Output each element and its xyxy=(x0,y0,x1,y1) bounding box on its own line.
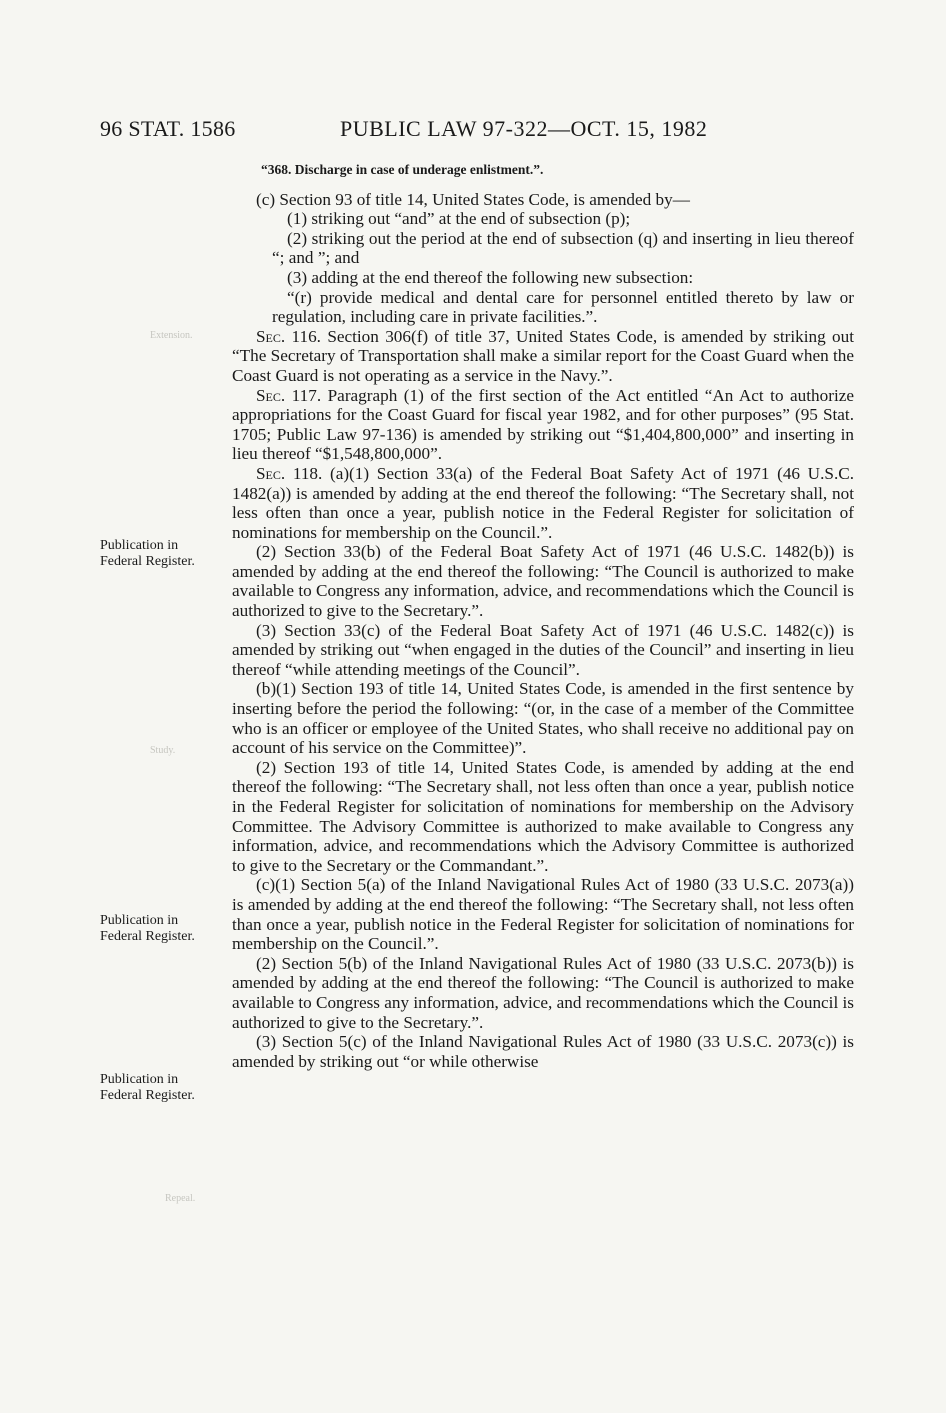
law-body-text xyxy=(232,160,854,1071)
bleed-through-text: Extension. xyxy=(150,330,193,341)
paragraph: (2) Section 193 of title 14, United States Code, is amended by adding at the end thereof the following: “The Secretary shall, not less often than once a year, publish notice in the Federal Register for solicitation of nominations for membership on the Advisory Committee. The Advisory Committee is authorized to make available to Congress any information, advice, and recommendations which the Advisory Committee is authorized to give to the Secretary or the Commandant.”. xyxy=(232,757,854,875)
page-header xyxy=(100,116,860,146)
bleed-through-text: Study. xyxy=(150,745,176,756)
paragraph: (c) Section 93 of title 14, United States Code, is amended by— xyxy=(256,189,690,209)
paragraph: (2) striking out the period at the end of subsection (q) and inserting in lieu thereof “; and ”; and xyxy=(272,228,854,268)
section-label: Sec. 118. xyxy=(256,463,323,483)
paragraph-sec-118 xyxy=(232,464,854,542)
paragraph: (3) Section 5(c) of the Inland Navigational Rules Act of 1980 (33 U.S.C. 2073(c)) is amended by striking out “or while otherwise xyxy=(232,1032,854,1071)
paragraph-text: Paragraph (1) of the first section of the Act entitled “An Act to authorize appropriations for the Coast Guard for fiscal year 1982, and for other purposes” (95 Stat. 1705; Public Law 97-136) is amended by striking out “$1,404,800,000” and inserting in lieu thereof “$1,548,800,000”. xyxy=(232,385,854,464)
paragraph-text: Section 306(f) of title 37, United States Code, is amended by striking out “The Secretary of Transportation shall make a similar report for the Coast Guard when the Coast Guard is not operating as a service in the Navy.”. xyxy=(232,326,854,385)
margin-note: Publication in Federal Register. xyxy=(100,913,195,944)
paragraph: (3) Section 33(c) of the Federal Boat Safety Act of 1971 (46 U.S.C. 1482(c)) is amended by striking out “when engaged in the duties of the Council” and inserting in lieu thereof “while attending meetings of the Council”. xyxy=(232,620,854,679)
paragraph-sec-116 xyxy=(232,327,854,386)
section-label: Sec. 116. xyxy=(256,326,321,346)
stat-page-number: 96 STAT. 1586 xyxy=(100,116,236,141)
paragraph: (b)(1) Section 193 of title 14, United States Code, is amended in the first sentence by inserting before the period the following: “(or, in the case of a member of the Committee who is an officer or employee of the United States, who shall receive no additional pay on account of his service on the Committee)”. xyxy=(232,679,854,758)
section-catchline: “368. Discharge in case of underage enlistment.”. xyxy=(261,162,544,177)
paragraph: (1) striking out “and” at the end of subsection (p); xyxy=(287,209,631,229)
paragraph-text: (a)(1) Section 33(a) of the Federal Boat Safety Act of 1971 (46 U.S.C. 1482(a)) is amended by adding at the end thereof the following: “The Secretary shall, not less often than once a year, publish notice in the Federal Register for solicitation of nominations for membership on the Council.”. xyxy=(232,463,854,542)
paragraph: (c)(1) Section 5(a) of the Inland Navigational Rules Act of 1980 (33 U.S.C. 2073(a)) is amended by adding at the end thereof the following: “The Secretary shall, not less often than once a year, publish notice in the Federal Register for solicitation of nominations for membership on the Council.”. xyxy=(232,875,854,954)
paragraph: “(r) provide medical and dental care for personnel entitled thereto by law or regulation, including care in private facilities.”. xyxy=(272,287,854,327)
paragraph: (2) Section 5(b) of the Inland Navigational Rules Act of 1980 (33 U.S.C. 2073(b)) is amended by adding at the end thereof the following: “The Council is authorized to make available to Congress any information, advice, and recommendations which the Council is authorized to give to the Secretary.”. xyxy=(232,953,854,1032)
paragraph: (2) Section 33(b) of the Federal Boat Safety Act of 1971 (46 U.S.C. 1482(b)) is amended by adding at the end thereof the following: “The Council is authorized to make available to Congress any information, advice, and recommendations which the Council is authorized to give to the Secretary.”. xyxy=(232,542,854,621)
paragraph-sec-117 xyxy=(232,386,854,464)
bleed-through-text: Repeal. xyxy=(165,1193,196,1204)
paragraph: (3) adding at the end thereof the following new subsection: xyxy=(287,267,694,287)
margin-note: Publication in Federal Register. xyxy=(100,538,195,569)
margin-note: Publication in Federal Register. xyxy=(100,1072,195,1103)
section-label: Sec. 117. xyxy=(256,385,322,405)
public-law-title: PUBLIC LAW 97-322—OCT. 15, 1982 xyxy=(340,116,708,141)
